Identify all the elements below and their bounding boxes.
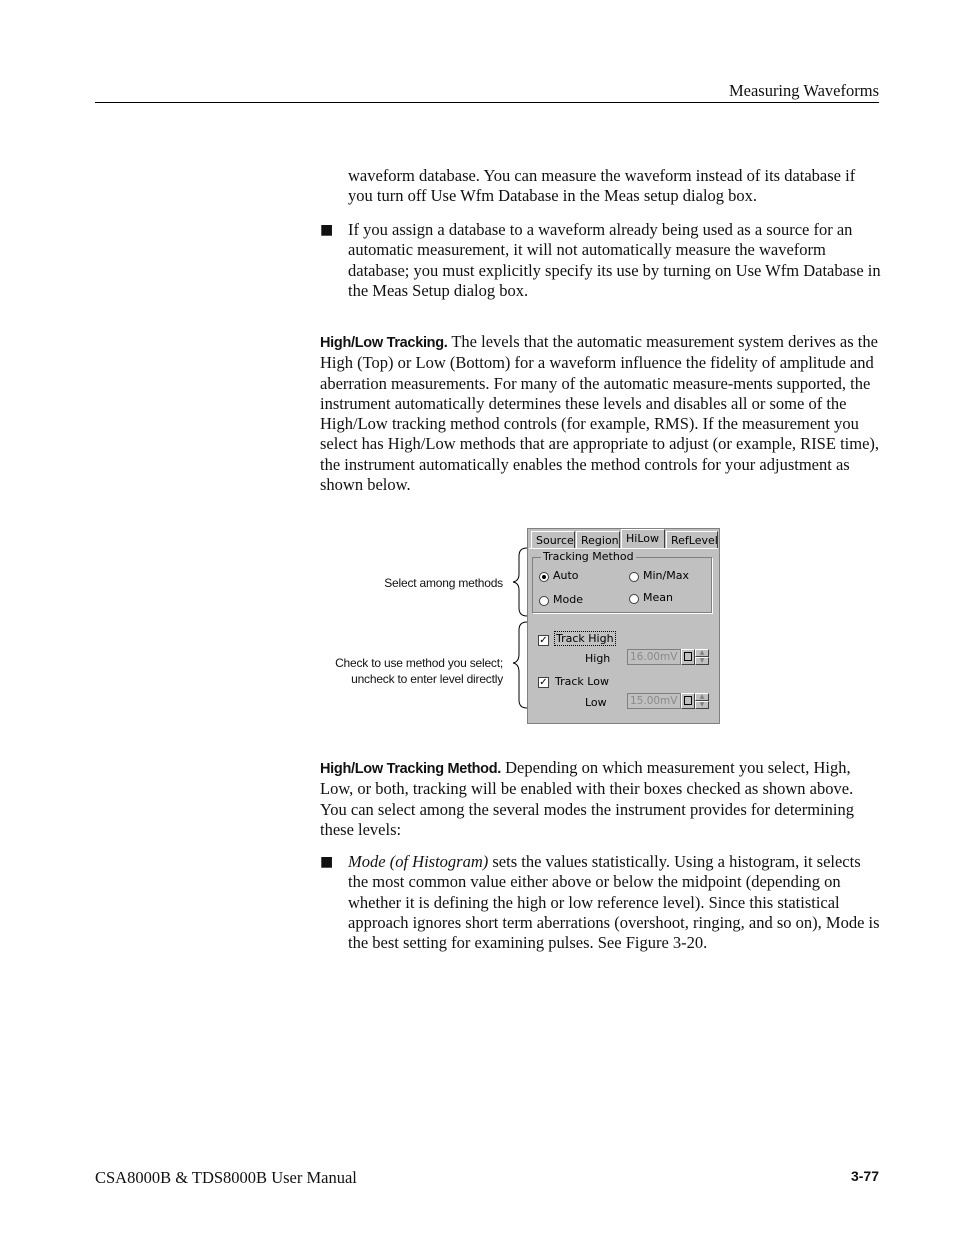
tracking-method-heading: High/Low Tracking Method. [320, 761, 502, 777]
radio-mode-label: Mode [553, 593, 583, 606]
high-keypad-button[interactable] [681, 649, 695, 665]
brace-checks [513, 622, 527, 708]
continued-paragraph-text: waveform database. You can measure the waveform instead of its database if you turn off Use Wfm Database in the Meas setup dialog box. [348, 166, 856, 206]
radio-auto-label: Auto [553, 569, 579, 582]
high-level-field[interactable]: 16.00mV [627, 649, 681, 665]
page-number: 3-77 [850, 1168, 879, 1184]
mode-description: sets the values statistically. Using a histogram, it selects the most common value either above or below the midpoint (depending on whether it is defining the high or low reference level). Since this statistical approach ignores short term aberrations (overshoot, ringing, and so on), Mode is the best setting for examining pulses. See Figure 3-20. [348, 852, 880, 953]
bullet-item-database: If you assign a database to a waveform already being used as a source for an automatic measurement, it will not automatically measure the waveform database; you must explicitly specify its use by turning on Use Wfm Database in the Meas Setup dialog box. [348, 220, 881, 300]
bullet-item-mode [348, 852, 882, 953]
track-low-checkbox[interactable]: ✓ [539, 677, 548, 688]
bullet-marker: ■ [320, 854, 334, 870]
tracking-method-legend: Tracking Method [543, 550, 634, 563]
hilow-tracking-text: The levels that the automatic measurement system derives as the High (Top) or Low (Bottom) for a waveform influence the fidelity of amplitude and aberration measurements. For many of the automatic measure-ments supported, the instrument automatically determines these levels and disables all or some of the High/Low tracking method controls (for example, RMS). If the measurement you select has High/Low methods that are appropriate to adjust (or example, RISE time), the instrument automatically enables the method controls for your adjustment as shown below. [320, 332, 880, 495]
mode-term: Mode (of Histogram) [348, 852, 489, 871]
keypad-icon [684, 696, 692, 705]
header-rule [95, 102, 879, 103]
tab-reflevel[interactable]: RefLevel [666, 531, 718, 549]
track-low-label: Track Low [555, 675, 609, 688]
high-level-label: High [585, 652, 611, 665]
low-level-label: Low [585, 696, 607, 709]
radio-minmax-label: Min/Max [643, 569, 689, 582]
callout-braces [505, 546, 529, 712]
low-spin-arrows[interactable] [695, 693, 709, 709]
down-arrow-icon[interactable]: ▼ [695, 701, 709, 709]
tracking-method-paragraph [320, 758, 882, 840]
bullet-marker: ■ [320, 222, 334, 238]
radio-minmax[interactable] [629, 572, 639, 582]
high-spin-arrows[interactable] [695, 649, 709, 665]
tracking-method-group [532, 550, 712, 613]
low-keypad-button[interactable] [681, 693, 695, 709]
track-high-label: Track High [556, 632, 614, 645]
callout-check-line1: Check to use method you select; [335, 656, 503, 670]
up-arrow-icon[interactable]: ▲ [695, 693, 709, 701]
tab-region[interactable]: Region [576, 531, 620, 549]
hilow-tracking-paragraph [320, 332, 882, 495]
footer-manual-title: CSA8000B & TDS8000B User Manual [95, 1168, 357, 1187]
callout-check-usage [320, 655, 503, 687]
low-level-field[interactable]: 15.00mV [627, 693, 681, 709]
tracking-method-text: Depending on which measurement you select, High, Low, or both, tracking will be enabled with their boxes checked as shown above. You can select among the several modes the instrument provides for determining these levels: [320, 758, 854, 839]
radio-mode[interactable] [539, 596, 549, 606]
hilow-tab-panel [529, 548, 718, 722]
up-arrow-icon[interactable]: ▲ [695, 649, 709, 657]
hilow-tracking-heading: High/Low Tracking. [320, 335, 448, 351]
radio-mean-label: Mean [643, 591, 673, 604]
radio-auto[interactable] [539, 572, 549, 582]
callout-check-line2: uncheck to enter level directly [351, 672, 503, 686]
hilow-dialog [527, 528, 720, 724]
continued-paragraph [348, 166, 882, 207]
down-arrow-icon[interactable]: ▼ [695, 657, 709, 665]
running-header: Measuring Waveforms [728, 81, 879, 100]
callout-select-methods: Select among methods [384, 576, 503, 590]
keypad-icon [684, 652, 692, 661]
brace-methods [513, 548, 527, 616]
tab-hilow[interactable]: HiLow [621, 529, 665, 549]
track-high-checkbox[interactable]: ✓ [539, 635, 548, 646]
tab-source[interactable]: Source [531, 531, 575, 549]
radio-mean[interactable] [629, 594, 639, 604]
